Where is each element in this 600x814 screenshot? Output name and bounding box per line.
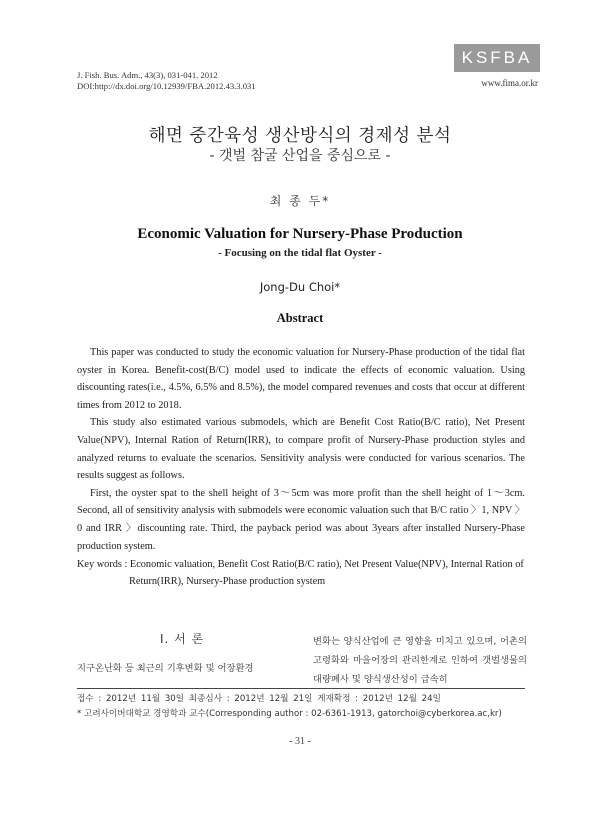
keywords-line-1: Economic valuation, Benefit Cost Ratio(B/C ratio), Net Present Value(NPV), Internal Ration of — [129, 559, 524, 570]
footnote-divider — [77, 688, 525, 689]
footnote-dates: 접수 : 2012년 11월 30일 최종심사 : 2012년 12월 21일 게재확정 : 2012년 12월 24일 — [77, 694, 441, 704]
abstract-paragraph: First, the oyster spat to the shell height of 3～5cm was more profit than the shell height of 1～3cm. Second, all of sensitivity analysis with submodels were economic valuation such that B/C ratio 〉1, NPV 〉0 and IRR 〉discounting rate. Third, the payback period was about 3years after installed Nursery-Phase production system. — [77, 487, 525, 552]
section-heading-introduction: Ⅰ. 서 론 — [160, 632, 205, 646]
subtitle-english: - Focusing on the tidal flat Oyster - — [218, 247, 382, 259]
subtitle-korean: - 갯벌 참굴 산업을 중심으로 - — [209, 148, 391, 164]
page-number: - 31 - — [289, 736, 311, 747]
abstract-body — [77, 344, 525, 555]
title-english: Economic Valuation for Nursery-Phase Production — [137, 226, 463, 242]
abstract-heading: Abstract — [276, 311, 324, 325]
intro-right-column: 변화는 양식산업에 큰 영향을 미치고 있으며, 어촌의 고령화와 마을어장의 관리한계로 인하여 갯벌생물의 대량폐사 및 양식생산성이 급속히 — [313, 636, 527, 685]
author-english: Jong-Du Choi* — [259, 280, 341, 294]
ksfba-logo — [454, 44, 540, 72]
website-link[interactable]: www.fima.or.kr — [481, 78, 538, 88]
abstract-paragraph: This paper was conducted to study the economic valuation for Nursery-Phase production of the tidal flat oyster in Korea. Benefit-cost(B/C) model used to indicate the effects of economic valuation. Using discounting rates(i.e., 4.5%, 6.5% and 8.5%), the model compared revenues and costs that occur at different times from 2012 to 2018. — [77, 347, 525, 411]
author-korean: 최 종 두* — [269, 194, 331, 208]
abstract-paragraph: This study also estimated various submodels, which are Benefit Cost Ratio(B/C ratio), Net Present Value(NPV), Internal Ration of Return(IRR), to compare profit of Nursery-Phase production styles and analyzed returns to evaluate the scenarios. Sensitivity analysis were conducted for various scenarios. The results suggest as follows. — [77, 417, 525, 482]
keywords-label: Key words : — [77, 559, 130, 570]
logo-text: KSFBA — [461, 48, 533, 67]
footnote-corresponding-author: * 고려사이버대학교 경영학과 교수(Corresponding author : 02-6361-1913, gatorchoi@cyberkorea.ac,kr) — [77, 709, 502, 719]
keywords — [77, 556, 532, 590]
intro-left-column: 지구온난화 등 최근의 기후변화 및 어장환경 — [77, 663, 254, 674]
title-korean: 해면 중간육성 생산방식의 경제성 분석 — [148, 126, 452, 146]
journal-header — [77, 70, 256, 92]
journal-citation: J. Fish. Bus. Adm., 43(3), 031-041. 2012 — [77, 70, 218, 80]
keywords-line-2: Return(IRR), Nursery-Phase production system — [129, 576, 326, 587]
doi-link[interactable]: DOI:http://dx.doi.org/10.12939/FBA.2012.43.3.031 — [77, 81, 256, 91]
